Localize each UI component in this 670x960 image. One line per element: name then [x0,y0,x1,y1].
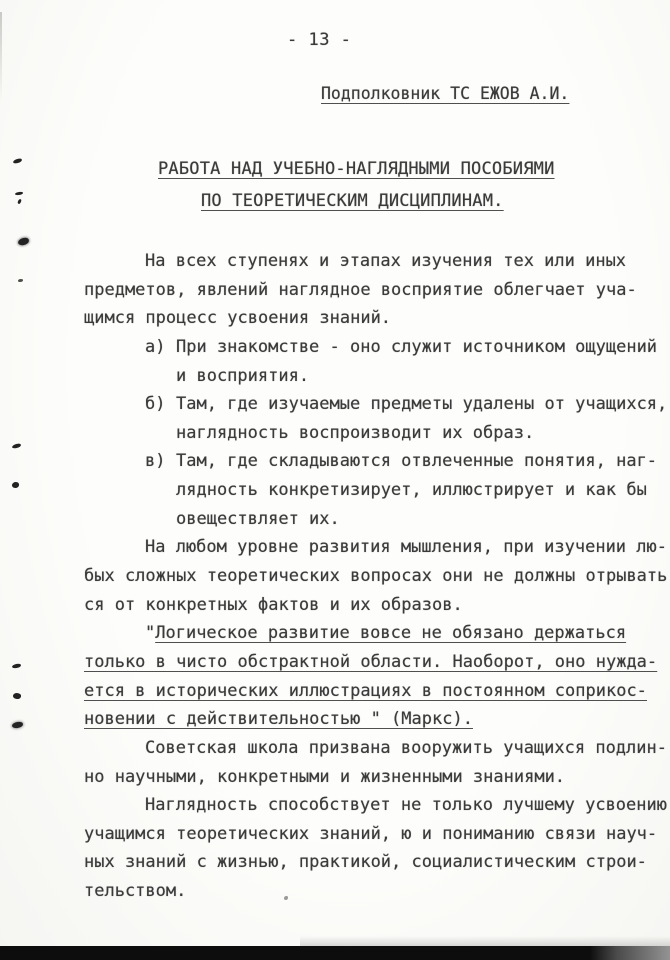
scan-left-edge [0,12,2,102]
list-marker: в) [145,451,166,472]
text-line: ся от конкретных фактов и их образов. [84,594,463,615]
list-item-text: Там, где изучаемые предметы удалены от учащихся, [176,394,668,415]
list-item-text: При знакомстве - оно служит источником ощущений [176,336,658,357]
ink-speck [12,482,20,489]
ink-speck [12,663,21,668]
document-title-line2: ПО ТЕОРЕТИЧЕСКИМ ДИСЦИПЛИНАМ. [201,191,504,211]
ink-speck [15,192,23,196]
ink-speck [17,199,21,205]
quote-line [84,619,670,648]
list-item-line: овеществляет их. [176,508,340,529]
list-item-line [84,390,670,419]
text-line: учащимся теоретических знаний, ю и пониманию связи науч- [84,823,658,844]
text-line: щимся процесс усвоения знаний. [84,308,392,329]
quote-open-mark: " [145,623,156,644]
list-item-line: наглядность воспроизводит их образ. [176,422,535,443]
text-line: но научными, конкретными и жизненными знаниями. [84,766,566,787]
text-line: На любом уровне развития мышления, при изучении лю- [145,537,667,558]
list-item-line [84,333,670,362]
quote-line: только в чисто обстрактной области. Наоборот, оно нужда- [84,651,658,672]
text-line: Наглядность способствует не только лучшему усвоению [145,795,667,816]
ink-speck [17,237,29,246]
text-line: ных знаний с жизнью, практикой, социалистическим строи- [84,852,647,873]
page-number: - 13 - [287,30,352,50]
list-item-line: и восприятия. [176,365,310,386]
author-byline: Подполковник ТС ЕЖОВ А.И. [321,84,570,103]
list-marker: б) [145,394,166,415]
list-item-line: лядность конкретизирует, иллюстрирует и как бы [176,480,647,501]
text-line: Советская школа призвана вооружить учащихся подлин- [145,737,667,758]
ink-speck [12,692,21,700]
quote-line: ется в исторических иллюстрациях в постоянном соприкос- [84,680,647,701]
quote-text: Логическое развитие вовсе не обязано держаться [155,623,627,644]
ink-speck [18,279,23,282]
text-line: предметов, явлений наглядное восприятие облегчает уча- [84,279,637,300]
ink-speck [13,158,23,164]
list-item-text: Там, где складываются отвлеченные понятия, наг- [176,451,658,472]
text-line: тельством. [84,881,187,902]
quote-line: новении с действительностью " (Маркс). [84,709,473,730]
text-line: бых сложных теоретических вопросах они не должны отрывать [84,566,668,587]
text-line: На всех ступенях и этапах изучения тех или иных [145,251,627,271]
list-item-line [84,447,670,476]
scan-bottom-edge [0,946,670,960]
document-title-line1: РАБОТА НАД УЧЕБНО-НАГЛЯДНЫМИ ПОСОБИЯМИ [158,159,555,179]
list-marker: а) [145,336,166,357]
ink-speck [12,721,24,728]
scan-bottom-shadow [300,936,670,946]
ink-speck [12,443,22,449]
document-body [84,247,670,906]
